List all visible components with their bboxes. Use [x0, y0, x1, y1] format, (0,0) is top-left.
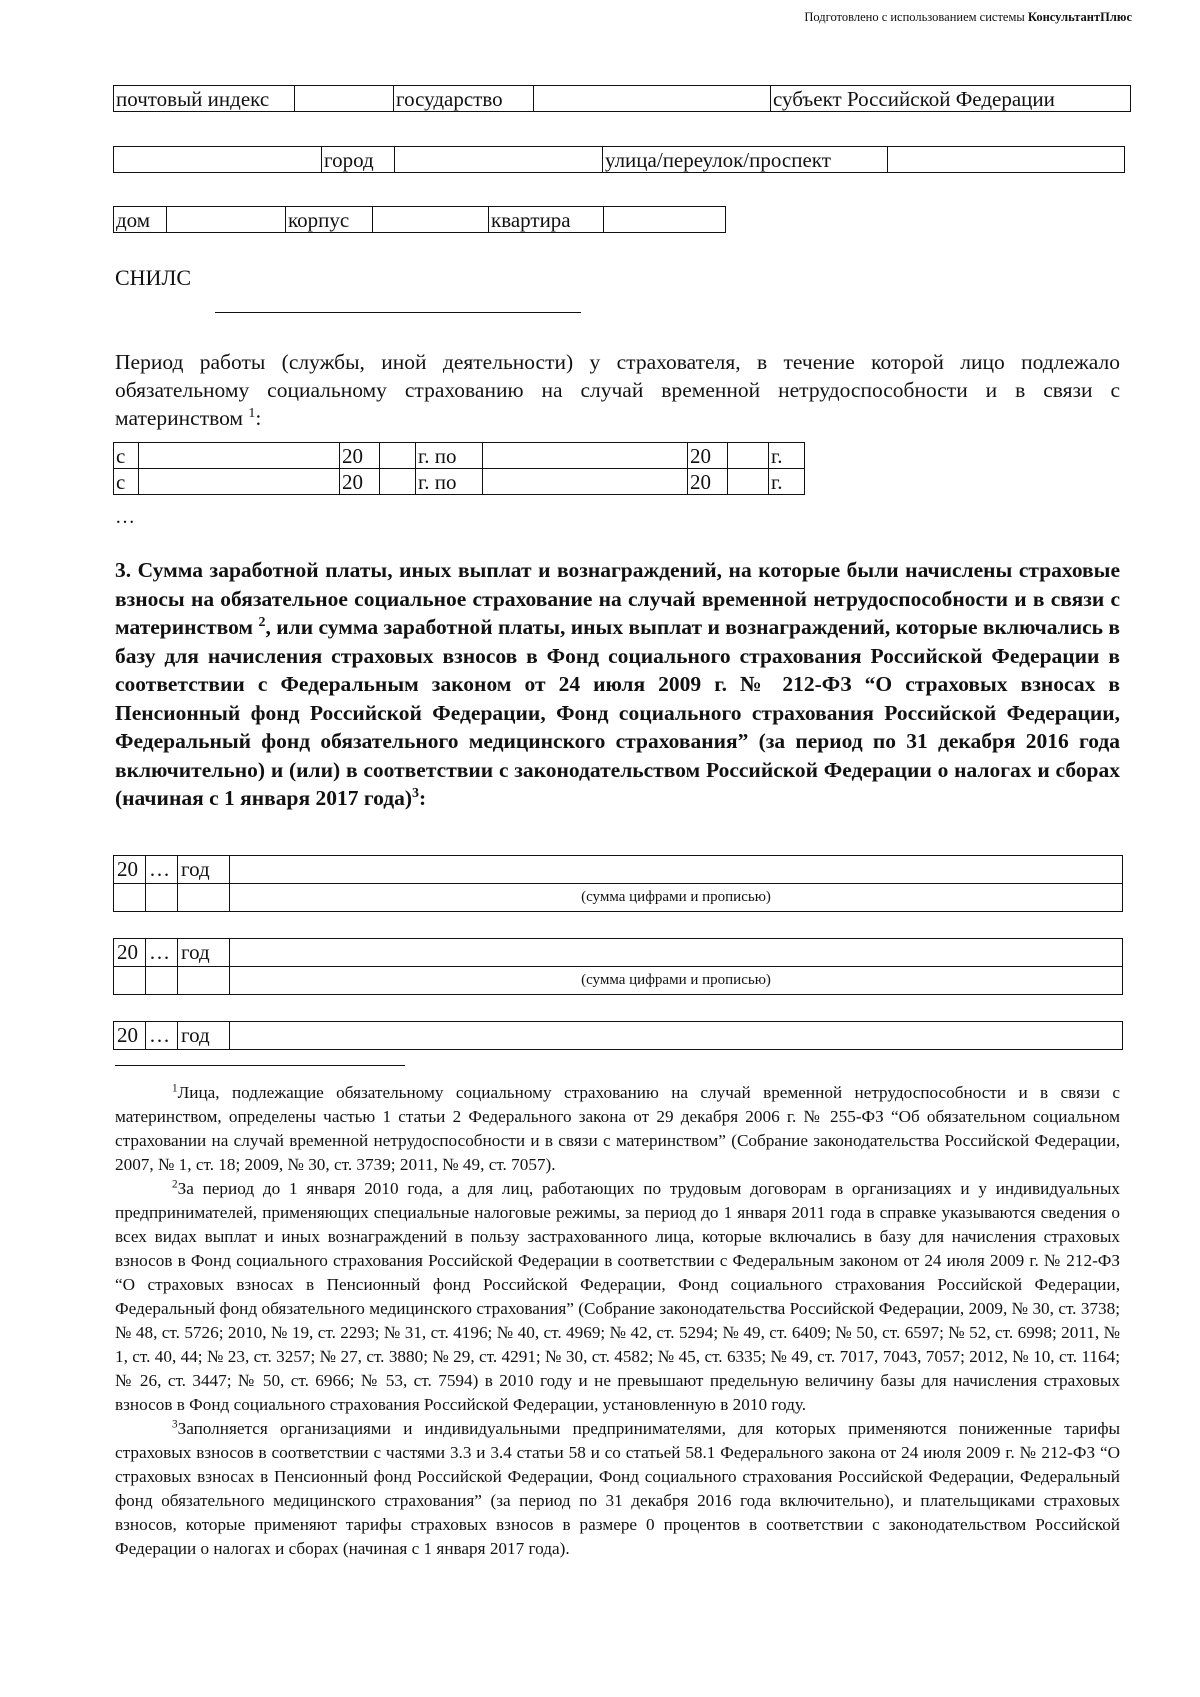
- to-century-label: 20: [688, 443, 728, 469]
- header-brand: КонсультантПлюс: [1027, 10, 1132, 24]
- country-field[interactable]: [534, 86, 771, 112]
- blank-cell: [114, 884, 146, 912]
- period-table: [113, 442, 805, 495]
- from-day-month-field[interactable]: [139, 469, 340, 495]
- snils-label: СНИЛС: [115, 265, 192, 290]
- house-field[interactable]: [167, 207, 286, 233]
- address-table-2: [113, 146, 1125, 173]
- footnote-3: [115, 1417, 1120, 1561]
- snils-field-line[interactable]: [215, 312, 581, 313]
- to-label: г. по: [416, 469, 483, 495]
- sum-block-2: [113, 938, 1123, 995]
- blank-cell: [178, 967, 230, 995]
- to-century-label: 20: [688, 469, 728, 495]
- to-label: г. по: [416, 443, 483, 469]
- address-table-1: [113, 85, 1131, 112]
- footnote-ref-3[interactable]: 3: [412, 785, 419, 801]
- house-label: дом: [114, 207, 167, 233]
- to-year-field[interactable]: [728, 443, 769, 469]
- address-field-1[interactable]: [114, 147, 322, 173]
- year-label: год: [178, 939, 230, 967]
- postal-index-label: почтовый индекс: [114, 86, 295, 112]
- sum-caption: (сумма цифрами и прописью): [230, 884, 1123, 912]
- building-label: корпус: [286, 207, 373, 233]
- blank-cell: [114, 967, 146, 995]
- footnote-number: 1: [172, 1082, 178, 1095]
- to-day-month-field[interactable]: [483, 443, 688, 469]
- year-suffix-label: г.: [769, 469, 805, 495]
- city-label: город: [322, 147, 395, 173]
- period-colon: :: [255, 406, 262, 430]
- city-field[interactable]: [395, 147, 603, 173]
- from-century-label: 20: [340, 443, 380, 469]
- year-century-label: 20: [114, 1022, 146, 1050]
- ellipsis: …: [115, 506, 135, 528]
- footnote-1: [115, 1081, 1120, 1177]
- footnote-separator: [115, 1065, 405, 1066]
- blank-cell: [178, 884, 230, 912]
- footnotes: [115, 1081, 1120, 1561]
- footnote-number: 2: [172, 1178, 178, 1191]
- period-paragraph: [115, 348, 1120, 432]
- to-day-month-field[interactable]: [483, 469, 688, 495]
- sum-field[interactable]: [230, 939, 1123, 967]
- blank-cell: [146, 884, 178, 912]
- from-label: с: [114, 469, 139, 495]
- from-year-field[interactable]: [380, 469, 416, 495]
- address-table-3: [113, 206, 726, 233]
- page-header: [804, 10, 1132, 25]
- sum-field[interactable]: [230, 856, 1123, 884]
- blank-cell: [146, 967, 178, 995]
- footnote-text: Лица, подлежащие обязательному социальному страхованию на случай временной нетрудоспособности и в связи с материнством, определены частью 1 статьи 2 Федерального закона от 29 декабря 2006 г. № 255-ФЗ “Об обязательном социальном страховании на случай временной нетрудоспособности и в связи с материнством” (Собрание законодательства Российской Федерации, 2007, № 1, ст. 18; 2009, № 30, ст. 3739; 2011, № 49, ст. 7057).: [115, 1083, 1120, 1174]
- street-field[interactable]: [888, 147, 1125, 173]
- period-text: Период работы (службы, иной деятельности) у страхователя, в течение которой лицо подлежало обязательному социальному страхованию на случай временной нетрудоспособности и в связи с материнством: [115, 350, 1120, 430]
- year-label: год: [178, 856, 230, 884]
- year-label: год: [178, 1022, 230, 1050]
- sum-block-3: [113, 1021, 1123, 1050]
- footnote-text: За период до 1 января 2010 года, а для лиц, работающих по трудовым договорам в организациях и у индивидуальных предпринимателей, применяющих специальные налоговые режимы, за период до 1 января 2011 года в справке указываются сведения о всех видах выплат и иных вознаграждений в пользу застрахованного лица, которые включались в базу для начисления страховых взносов в Фонд социального страхования Российской Федерации в соответствии с Федеральным законом от 24 июля 2009 г. № 212-ФЗ “О страховых взносах в Пенсионный фонд Российской Федерации, Фонд социального страхования Российской Федерации, Федеральный фонд обязательного медицинского страхования” (Собрание законодательства Российской Федерации, 2009, № 30, ст. 3738; № 48, ст. 5726; 2010, № 19, ст. 2293; № 31, ст. 4196; № 40, ст. 4969; № 42, ст. 5294; № 49, ст. 6409; № 50, ст. 6597; № 52, ст. 6998; 2011, № 1, ст. 40, 44; № 23, ст. 3257; № 27, ст. 3880; № 29, ст. 4291; № 30, ст. 4582; № 45, ст. 6335; № 49, ст. 7017, 7043, 7057; 2012, № 10, ст. 1164; № 26, ст. 3447; № 50, ст. 6966; № 53, ст. 7594) в 2010 году и не превышают предельную величину базы для начисления страховых взносов в Фонд социального страхования Российской Федерации, установленную в 2010 году.: [115, 1179, 1120, 1414]
- sum-field[interactable]: [230, 1022, 1123, 1050]
- section-3-text-1: 3. Сумма заработной платы, иных выплат и вознаграждений, на которые были начислены страховые взносы на обязательное социальное страхование на случай временной нетрудоспособности и в связи с материнством: [115, 558, 1120, 639]
- sum-caption: (сумма цифрами и прописью): [230, 967, 1123, 995]
- postal-index-field[interactable]: [295, 86, 394, 112]
- region-label: субъект Российской Федерации: [771, 86, 1131, 112]
- period-row: [114, 443, 805, 469]
- footnote-number: 3: [172, 1418, 178, 1431]
- year-century-label: 20: [114, 939, 146, 967]
- sum-block-1: [113, 855, 1123, 912]
- apartment-label: квартира: [489, 207, 604, 233]
- header-prefix: Подготовлено с использованием системы: [804, 10, 1028, 24]
- section-3-text-2: , или сумма заработной платы, иных выплат и вознаграждений, которые включались в базу для начисления страховых взносов в Фонд социального страхования Российской Федерации в соответствии с Федеральным законом от 24 июля 2009 г. № 212-ФЗ “О страховых взносах в Пенсионный фонд Российской Федерации, Фонд социального страхования Российской Федерации, Федеральный фонд обязательного медицинского страхования” (за период по 31 декабря 2016 года включительно) и (или) в соответствии с законодательством Российской Федерации о налогах и сборах (начиная с 1 января 2017 года): [115, 615, 1121, 810]
- year-digits-field[interactable]: …: [146, 1022, 178, 1050]
- footnote-ref-2[interactable]: 2: [258, 614, 266, 630]
- year-century-label: 20: [114, 856, 146, 884]
- year-digits-field[interactable]: …: [146, 939, 178, 967]
- from-year-field[interactable]: [380, 443, 416, 469]
- footnote-ref-1[interactable]: 1: [248, 405, 256, 421]
- building-field[interactable]: [373, 207, 489, 233]
- year-digits-field[interactable]: …: [146, 856, 178, 884]
- apartment-field[interactable]: [604, 207, 726, 233]
- footnote-text: Заполняется организациями и индивидуальными предпринимателями, для которых применяются пониженные тарифы страховых взносов в соответствии с частями 3.3 и 3.4 статьи 58 и со статьей 58.1 Федерального закона от 24 июля 2009 г. № 212-ФЗ “О страховых взносах в Пенсионный фонд Российской Федерации, Фонд социального страхования Российской Федерации, Федеральный фонд обязательного медицинского страхования” (за период по 31 декабря 2016 года включительно), и плательщиками страховых взносов, которые применяют тарифы страховых взносов в размере 0 процентов в соответствии с законодательством Российской Федерации о налогах и сборах (начиная с 1 января 2017 года).: [115, 1419, 1120, 1558]
- year-suffix-label: г.: [769, 443, 805, 469]
- from-day-month-field[interactable]: [139, 443, 340, 469]
- to-year-field[interactable]: [728, 469, 769, 495]
- section-3-text-3: :: [419, 786, 427, 810]
- from-label: с: [114, 443, 139, 469]
- country-label: государство: [394, 86, 534, 112]
- section-3-heading: [115, 556, 1120, 813]
- from-century-label: 20: [340, 469, 380, 495]
- footnote-2: [115, 1177, 1120, 1417]
- period-row: [114, 469, 805, 495]
- street-label: улица/переулок/проспект: [603, 147, 888, 173]
